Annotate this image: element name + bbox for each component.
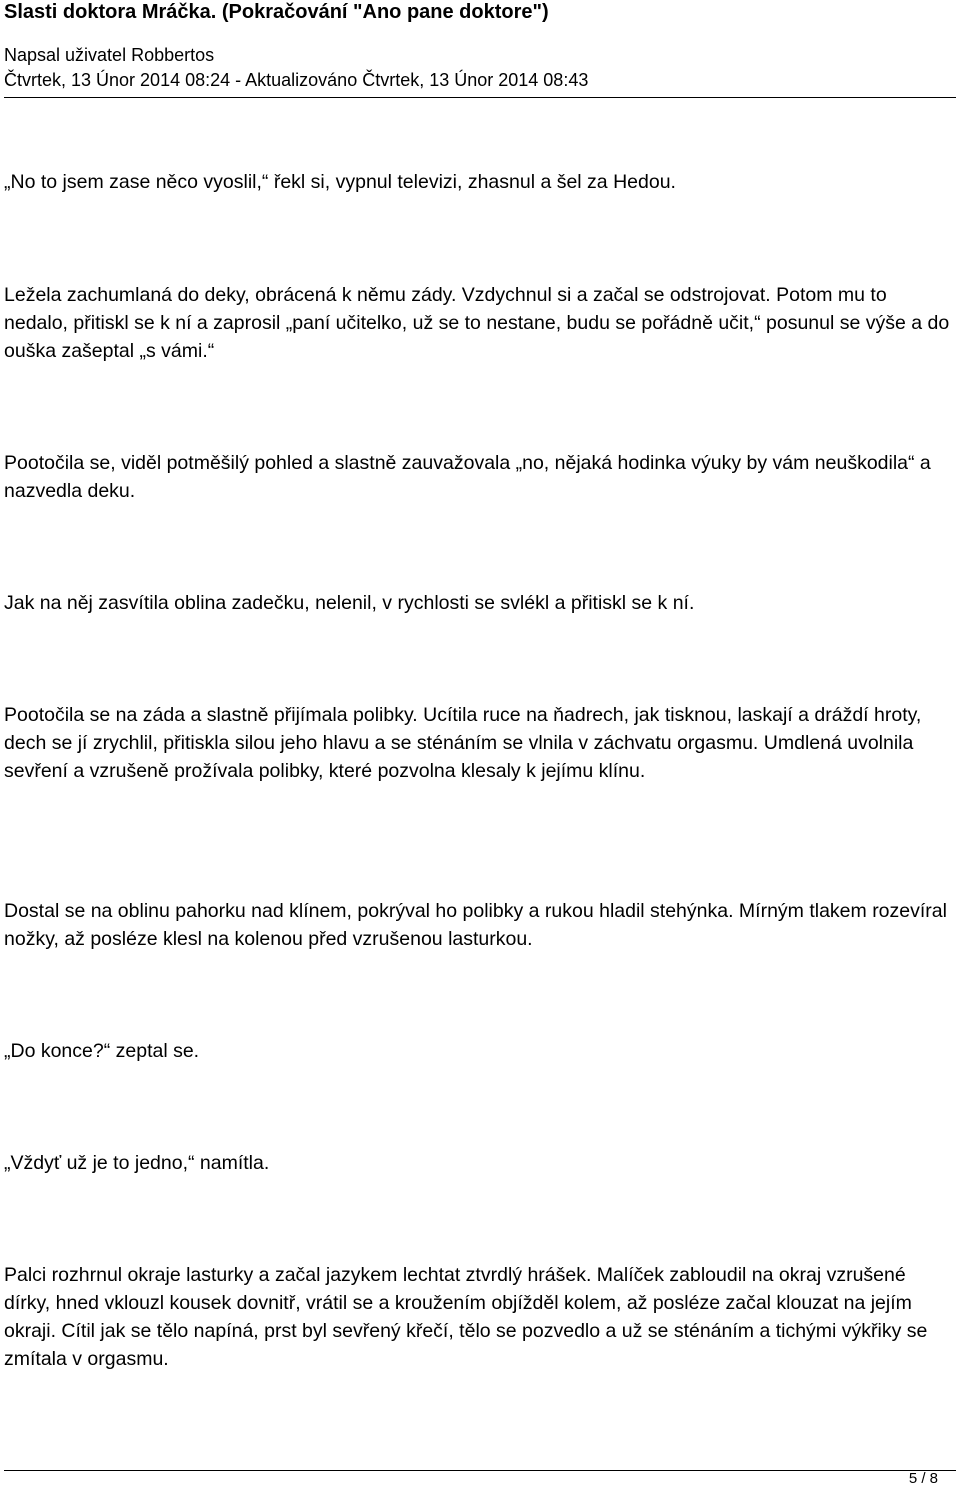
paragraph-9: Palci rozhrnul okraje lasturky a začal jazykem lechtat ztvrdlý hrášek. Malíček zabloudil na okraj vzrušené dírky, hned vklouzl kousek dovnitř, vrátil se a kroužením objížděl kolem, až posléze začal klouzat na jejím okraji. Cítil jak se tělo napíná, prst byl sevřený křečí, tělo se pozvedlo a už se sténáním a tichými výkřiky se zmítala v orgasmu. <box>4 1264 928 1370</box>
paragraph-5: Pootočila se na záda a slastně přijímala polibky. Ucítila ruce na ňadrech, jak tisknou, laskají a dráždí hroty, dech se jí zrychlil, přitiskla silou jeho hlavu a se sténáním se vlnila v záchvatu orgasmu. Umdlená uvolnila sevření a vzrušeně prožívala polibky, které pozvolna klesaly k jejímu klínu. <box>4 704 922 782</box>
paragraph-7: „Do konce?“ zeptal se. <box>4 1040 200 1062</box>
paragraph-6: Dostal se na oblinu pahorku nad klínem, pokrýval ho polibky a rukou hladil stehýnka. Mírným tlakem rozevíral nožky, až posléze klesl na kolenou před vzrušenou lasturkou. <box>4 900 947 950</box>
document-title: Slasti doktora Mráčka. (Pokračování "Ano pane doktore") <box>4 1 549 23</box>
paragraph-4: Jak na něj zasvítila oblina zadečku, nelenil, v rychlosti se svlékl a přitiskl se k ní. <box>4 592 695 614</box>
footer-divider <box>4 1470 956 1471</box>
paragraph-2: Ležela zachumlaná do deky, obrácená k němu zády. Vzdychnul si a začal se odstrojovat. Potom mu to nedalo, přitiskl se k ní a zaprosil „paní učitelko, už se to nestane, budu se pořádně učit,“ posunul se výše a do ouška zašeptal „s vámi.“ <box>4 284 950 362</box>
page-number: 5 / 8 <box>908 1470 938 1487</box>
paragraph-8: „Vždyť už je to jedno,“ namítla. <box>4 1152 270 1174</box>
date-line: Čtvrtek, 13 Únor 2014 08:24 - Aktualizováno Čtvrtek, 13 Únor 2014 08:43 <box>4 70 589 90</box>
header-divider <box>4 97 956 98</box>
paragraph-1: „No to jsem zase něco vyoslil,“ řekl si, vypnul televizi, zhasnul a šel za Hedou. <box>4 171 676 193</box>
paragraph-3: Pootočila se, viděl potměšilý pohled a slastně zauvažovala „no, nějaká hodinka výuky by vám neuškodila“ a nazvedla deku. <box>4 452 931 502</box>
author-line: Napsal uživatel Robbertos <box>4 45 215 65</box>
